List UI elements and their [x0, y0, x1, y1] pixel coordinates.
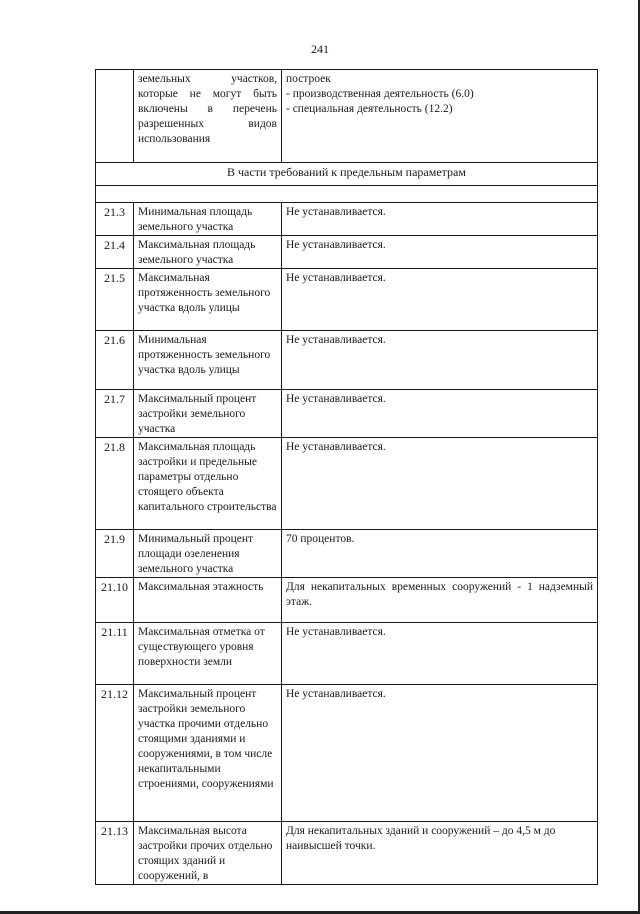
- value-line: построек: [286, 73, 331, 85]
- row-value-cell: Не устанавливается.: [282, 438, 598, 530]
- row-number-cell: 21.3: [96, 203, 134, 236]
- row-name-cell: Максимальный процент застройки земельного участка прочими отдельно стоящими зданиями и сооружениями, в том числе некапитальными строениями, сооружениями: [134, 685, 282, 822]
- row-number-cell: 21.10: [96, 578, 134, 623]
- table-row: [96, 390, 598, 438]
- table-row: [96, 623, 598, 685]
- row-number-cell: 21.6: [96, 331, 134, 390]
- row-name-cell: Минимальная площадь земельного участка: [134, 203, 282, 236]
- value-line: - производственная деятельность (6.0): [286, 88, 474, 100]
- table-row-spacer: [96, 186, 598, 203]
- row-value-cell: Не устанавливается.: [282, 685, 598, 822]
- row-number-cell: 21.11: [96, 623, 134, 685]
- table-row: [96, 438, 598, 530]
- row-name-cell: Максимальная площадь застройки и предельные параметры отдельно стоящего объекта капитального строительства: [134, 438, 282, 530]
- row-name-cell: Максимальная этажность: [134, 578, 282, 623]
- row-number-cell: 21.12: [96, 685, 134, 822]
- row-name-cell: Максимальный процент застройки земельного участка: [134, 390, 282, 438]
- table-row: [96, 685, 598, 822]
- row-name-cell: Минимальный процент площади озеленения земельного участка: [134, 530, 282, 578]
- row-name-cell: Максимальная высота застройки прочих отдельно стоящих зданий и сооружений, в: [134, 822, 282, 885]
- row-name-cell: Максимальная отметка от существующего уровня поверхности земли: [134, 623, 282, 685]
- row-value-cell: Не устанавливается.: [282, 269, 598, 331]
- row-value-cell: Для некапитальных временных сооружений - 1 надземный этаж.: [282, 578, 598, 623]
- row-value-cell: 70 процентов.: [282, 530, 598, 578]
- row-value-cell: [282, 70, 598, 163]
- table-row: [96, 822, 598, 885]
- regulations-table: [95, 69, 598, 885]
- row-number-cell: 21.7: [96, 390, 134, 438]
- table-row-continuation: [96, 70, 598, 163]
- row-name-cell: земельных участков, которые не могут быть включены в перечень разрешенных видов использования: [134, 70, 282, 163]
- spacer-cell: [96, 186, 598, 203]
- table-row: [96, 203, 598, 236]
- row-value-cell: Для некапитальных зданий и сооружений – до 4,5 м до наивысшей точки.: [282, 822, 598, 885]
- row-value-cell: Не устанавливается.: [282, 331, 598, 390]
- row-number-cell: 21.5: [96, 269, 134, 331]
- row-name-cell: Максимальная протяженность земельного участка вдоль улицы: [134, 269, 282, 331]
- row-value-cell: Не устанавливается.: [282, 236, 598, 269]
- value-line: - специальная деятельность (12.2): [286, 103, 453, 115]
- row-name-cell: Максимальная площадь земельного участка: [134, 236, 282, 269]
- row-number-cell: [96, 70, 134, 163]
- table-row: [96, 236, 598, 269]
- section-title: В части требований к предельным параметрам: [96, 163, 598, 186]
- row-number-cell: 21.8: [96, 438, 134, 530]
- table-row: [96, 331, 598, 390]
- table-row: [96, 530, 598, 578]
- row-number-cell: 21.13: [96, 822, 134, 885]
- row-number-cell: 21.9: [96, 530, 134, 578]
- row-value-cell: Не устанавливается.: [282, 203, 598, 236]
- row-number-cell: 21.4: [96, 236, 134, 269]
- row-name-cell: Минимальная протяженность земельного участка вдоль улицы: [134, 331, 282, 390]
- table-row: [96, 269, 598, 331]
- page-number: 241: [311, 42, 329, 56]
- row-value-cell: Не устанавливается.: [282, 390, 598, 438]
- table-row: [96, 578, 598, 623]
- table-row-section-title: [96, 163, 598, 186]
- row-value-cell: Не устанавливается.: [282, 623, 598, 685]
